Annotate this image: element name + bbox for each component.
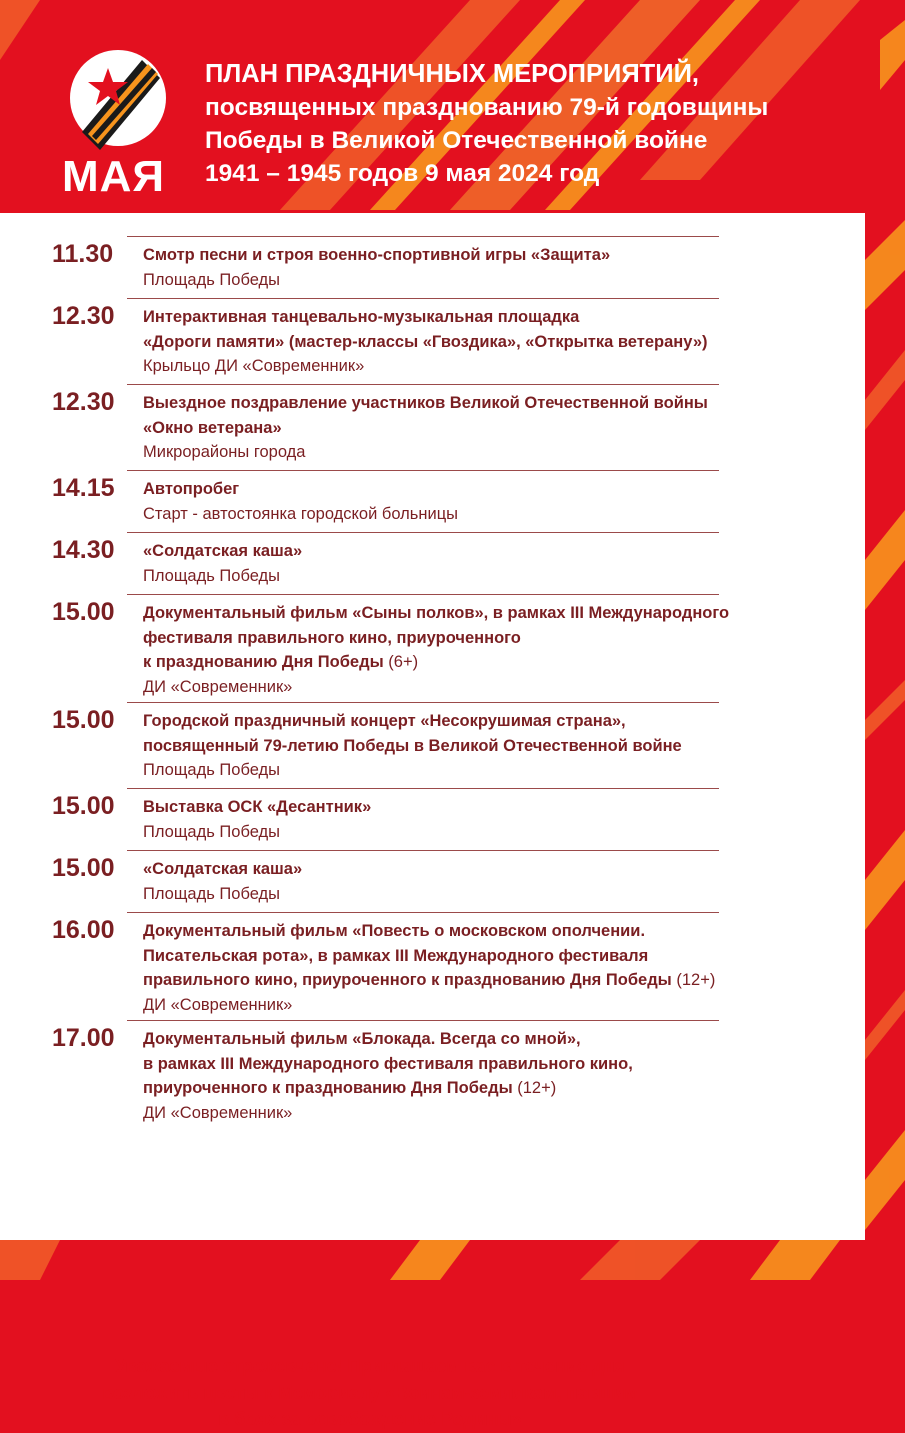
event-title-line: «Солдатская каша» — [143, 860, 303, 878]
event-title-line: «Окно ветерана» — [143, 418, 282, 437]
event-title-line: Смотр песни и строя военно-спортивной игры «Защита» — [143, 246, 611, 264]
event-location: Площадь Победы — [143, 884, 281, 903]
event-details — [143, 305, 858, 378]
event-location: Крыльцо ДИ «Современник» — [143, 357, 365, 375]
title-line: 1941 – 1945 годов 9 мая 2024 год — [205, 160, 600, 187]
event-title-line: Писательская рота», в рамках III Международного фестиваля — [143, 946, 649, 965]
event-title-line: приуроченного к празднованию Дня Победы (12+) — [143, 1079, 557, 1097]
event-title-line: Городской праздничный концерт «Несокрушимая страна», — [143, 712, 626, 730]
event-divider — [127, 1020, 719, 1021]
event-divider — [127, 702, 719, 703]
event-title-line: «Дороги памяти» (мастер-классы «Гвоздика», «Открытка ветерану») — [143, 332, 708, 351]
event-time: 17.00 — [52, 1024, 115, 1052]
event-details — [143, 477, 858, 526]
event-divider — [127, 850, 719, 851]
event-time: 15.00 — [52, 792, 115, 820]
event-title-line: Документальный фильм «Повесть о московском ополчении. — [143, 922, 646, 940]
event-divider — [127, 470, 719, 471]
footer-line: в боях за освобождение Родины» — [218, 1409, 522, 1429]
event-title-line: в рамках III Международного фестиваля правильного кино, — [143, 1054, 633, 1073]
event-title-line: правильного кино, приуроченного к празднованию Дня Победы (12+) — [143, 971, 716, 989]
event-location: ДИ «Современник» — [143, 1103, 293, 1122]
event-time: 14.15 — [52, 474, 115, 502]
event-details — [143, 391, 858, 464]
event-divider — [127, 594, 719, 595]
event-title-line: «Солдатская каша» — [143, 542, 303, 560]
event-location: Старт - автостоянка городской больницы — [143, 504, 459, 523]
footer-message — [0, 1353, 740, 1433]
footer-line: Уважаемые стрежевчане! Приглашаем вас в течение дня — [115, 1356, 625, 1376]
event-title-line: к празднованию Дня Победы (6+) — [143, 653, 419, 671]
event-divider — [127, 298, 719, 299]
event-time: 16.00 — [52, 916, 115, 944]
schedule-panel — [0, 213, 865, 1429]
event-time: 11.30 — [52, 240, 114, 268]
footer-line: возложить цветы к Мемориалу «Воинам-землякам, павшим — [102, 1382, 638, 1403]
event-title-line: посвященный 79-летию Победы в Великой Отечественной войне — [143, 736, 682, 755]
event-details — [143, 709, 858, 782]
event-location: Площадь Победы — [143, 761, 281, 779]
event-time: 14.30 — [52, 536, 115, 564]
event-location: ДИ «Современник» — [143, 677, 293, 696]
event-divider — [127, 912, 719, 913]
event-title-line: Документальный фильм «Сыны полков», в рамках III Международного — [143, 604, 730, 622]
event-time: 12.30 — [52, 302, 115, 330]
event-divider — [127, 788, 719, 789]
event-details — [143, 601, 858, 699]
title-line: посвященных празднованию 79-й годовщины — [205, 94, 769, 121]
event-details — [143, 919, 858, 1017]
event-location: Площадь Победы — [143, 566, 281, 585]
event-location: Площадь Победы — [143, 822, 281, 841]
event-title-line: Выставка ОСК «Десантник» — [143, 798, 372, 816]
event-details — [143, 1027, 858, 1125]
event-time: 12.30 — [52, 388, 115, 416]
event-time: 15.00 — [52, 706, 115, 734]
logo-text: МАЯ — [62, 152, 166, 201]
event-details — [143, 857, 858, 906]
event-title-line: Выездное поздравление участников Великой Отечественной войны — [143, 394, 708, 412]
page-title — [205, 58, 885, 190]
event-divider — [127, 532, 719, 533]
event-divider — [127, 236, 719, 237]
event-location: ДИ «Современник» — [143, 995, 293, 1014]
event-title-line: фестиваля правильного кино, приуроченного — [143, 628, 521, 647]
event-title-line: Интерактивная танцевально-музыкальная площадка — [143, 308, 580, 326]
title-line: ПЛАН ПРАЗДНИЧНЫХ МЕРОПРИЯТИЙ, — [205, 60, 699, 88]
event-time: 15.00 — [52, 854, 115, 882]
event-title-line: Документальный фильм «Блокада. Всегда со мной», — [143, 1030, 581, 1048]
event-location: Площадь Победы — [143, 270, 281, 289]
title-line: Победы в Великой Отечественной войне — [205, 127, 708, 154]
event-details — [143, 243, 858, 292]
event-details — [143, 795, 858, 844]
event-location: Микрорайоны города — [143, 443, 306, 461]
event-title-line: Автопробег — [143, 480, 240, 498]
event-time: 15.00 — [52, 598, 115, 626]
age-rating: (12+) — [517, 1079, 557, 1097]
age-rating: (6+) — [388, 653, 419, 671]
age-rating: (12+) — [676, 971, 716, 989]
event-divider — [127, 384, 719, 385]
event-details — [143, 539, 858, 588]
header — [0, 0, 905, 210]
